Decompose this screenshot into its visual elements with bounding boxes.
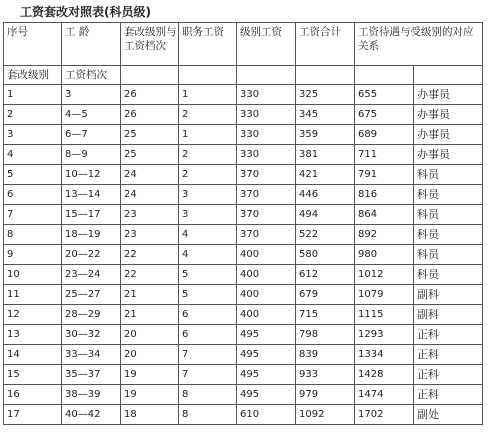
table-cell: 9 <box>4 245 62 265</box>
table-cell: 325 <box>296 85 355 105</box>
table-cell: 21 <box>121 285 179 305</box>
table-cell: 1092 <box>296 405 355 425</box>
table-cell: 2 <box>179 105 237 125</box>
table-cell: 370 <box>237 165 296 185</box>
table-cell: 办事员 <box>414 125 483 145</box>
table-cell: 副处 <box>414 405 483 425</box>
table-cell: 1 <box>179 85 237 105</box>
table-cell: 正科 <box>414 385 483 405</box>
table-cell: 13 <box>4 325 62 345</box>
table-cell: 522 <box>296 225 355 245</box>
table-cell: 12 <box>4 305 62 325</box>
table-cell: 19 <box>121 385 179 405</box>
table-cell: 1012 <box>355 265 414 285</box>
table-cell: 2 <box>179 145 237 165</box>
page-title: 工资套改对照表(科员级) <box>20 5 151 19</box>
table-cell: 1293 <box>355 325 414 345</box>
table-row <box>4 185 483 205</box>
table-cell: 23 <box>121 205 179 225</box>
table-cell: 6 <box>4 185 62 205</box>
subheader-cell: 套改级别 <box>4 66 62 85</box>
table-cell: 17 <box>4 405 62 425</box>
table-cell: 23 <box>121 225 179 245</box>
table-cell: 791 <box>355 165 414 185</box>
table-row <box>4 165 483 185</box>
table-cell: 495 <box>237 365 296 385</box>
table-cell: 675 <box>355 105 414 125</box>
table-cell: 715 <box>296 305 355 325</box>
table-cell: 科员 <box>414 245 483 265</box>
table-cell: 24 <box>121 185 179 205</box>
table-cell: 446 <box>296 185 355 205</box>
table-cell: 8 <box>179 385 237 405</box>
table-cell: 8 <box>4 225 62 245</box>
table-cell: 科员 <box>414 165 483 185</box>
table-cell: 33—34 <box>62 345 121 365</box>
header-cell: 工资待遇与受级别的对应关系 <box>355 23 483 66</box>
table-row <box>4 145 483 165</box>
table-cell: 办事员 <box>414 85 483 105</box>
table-row <box>4 105 483 125</box>
table-cell: 4 <box>4 145 62 165</box>
table-cell: 655 <box>355 85 414 105</box>
header-cell: 工资合计 <box>296 23 355 66</box>
table-cell: 6—7 <box>62 125 121 145</box>
table-row <box>4 205 483 225</box>
table-cell: 15 <box>4 365 62 385</box>
table-cell: 4 <box>179 245 237 265</box>
table-row <box>4 125 483 145</box>
table-cell: 370 <box>237 225 296 245</box>
table-cell: 10—12 <box>62 165 121 185</box>
table-row <box>4 285 483 305</box>
table-cell: 610 <box>237 405 296 425</box>
table-cell: 892 <box>355 225 414 245</box>
subheader-row <box>4 66 483 85</box>
table-cell: 19 <box>121 365 179 385</box>
table-cell: 22 <box>121 245 179 265</box>
table-cell: 办事员 <box>414 145 483 165</box>
table-cell: 科员 <box>414 225 483 245</box>
table-row <box>4 345 483 365</box>
table-cell: 4—5 <box>62 105 121 125</box>
header-row <box>4 23 483 66</box>
table-cell: 400 <box>237 245 296 265</box>
table-cell: 5 <box>179 285 237 305</box>
table-cell: 办事员 <box>414 105 483 125</box>
table-cell: 3 <box>179 205 237 225</box>
table-cell: 400 <box>237 265 296 285</box>
table-cell: 359 <box>296 125 355 145</box>
table-cell: 3 <box>4 125 62 145</box>
table-cell: 24 <box>121 165 179 185</box>
table-cell: 400 <box>237 305 296 325</box>
table-row <box>4 365 483 385</box>
table-cell: 35—37 <box>62 365 121 385</box>
table-row <box>4 85 483 105</box>
table-cell: 科员 <box>414 265 483 285</box>
table-cell: 816 <box>355 185 414 205</box>
table-cell: 14 <box>4 345 62 365</box>
table-cell: 7 <box>4 205 62 225</box>
table-cell: 330 <box>237 85 296 105</box>
table-cell: 980 <box>355 245 414 265</box>
table-cell: 26 <box>121 105 179 125</box>
table-cell: 副科 <box>414 285 483 305</box>
table-cell: 8—9 <box>62 145 121 165</box>
table-row <box>4 385 483 405</box>
header-cell: 级别工资 <box>237 23 296 66</box>
header-cell: 套改级别与工资档次 <box>121 23 179 66</box>
table-cell: 25—27 <box>62 285 121 305</box>
table-cell: 26 <box>121 85 179 105</box>
table-cell: 6 <box>179 305 237 325</box>
salary-table <box>3 22 483 425</box>
table-cell: 25 <box>121 145 179 165</box>
table-cell: 20—22 <box>62 245 121 265</box>
table-cell: 20 <box>121 345 179 365</box>
table-row <box>4 225 483 245</box>
table-cell: 345 <box>296 105 355 125</box>
table-cell: 科员 <box>414 185 483 205</box>
table-cell: 1702 <box>355 405 414 425</box>
table-cell: 8 <box>179 405 237 425</box>
table-cell: 5 <box>179 265 237 285</box>
table-cell: 711 <box>355 145 414 165</box>
table-cell: 979 <box>296 385 355 405</box>
header-cell: 工 龄 <box>62 23 121 66</box>
header-cell: 序号 <box>4 23 62 66</box>
table-cell: 1334 <box>355 345 414 365</box>
table-cell: 612 <box>296 265 355 285</box>
table-cell: 494 <box>296 205 355 225</box>
table-cell: 2 <box>4 105 62 125</box>
table-cell: 23—24 <box>62 265 121 285</box>
table-cell: 38—39 <box>62 385 121 405</box>
table-row <box>4 265 483 285</box>
table-cell: 1115 <box>355 305 414 325</box>
table-cell: 495 <box>237 345 296 365</box>
header-cell: 职务工资 <box>179 23 237 66</box>
table-cell: 330 <box>237 125 296 145</box>
table-cell: 7 <box>179 365 237 385</box>
table-cell: 839 <box>296 345 355 365</box>
subheader-cell: 工资档次 <box>62 66 121 85</box>
table-cell: 330 <box>237 105 296 125</box>
table-row <box>4 405 483 425</box>
table-cell: 864 <box>355 205 414 225</box>
table-cell: 15—17 <box>62 205 121 225</box>
table-cell: 18—19 <box>62 225 121 245</box>
table-cell: 3 <box>62 85 121 105</box>
table-row <box>4 305 483 325</box>
table-cell: 25 <box>121 125 179 145</box>
table-cell: 495 <box>237 385 296 405</box>
table-cell: 21 <box>121 305 179 325</box>
table-cell: 40—42 <box>62 405 121 425</box>
table-cell: 28—29 <box>62 305 121 325</box>
table-cell: 18 <box>121 405 179 425</box>
table-cell: 400 <box>237 285 296 305</box>
table-cell: 正科 <box>414 325 483 345</box>
table-cell: 正科 <box>414 365 483 385</box>
table-row <box>4 325 483 345</box>
table-cell: 370 <box>237 205 296 225</box>
table-cell: 2 <box>179 165 237 185</box>
table-cell: 3 <box>179 185 237 205</box>
table-cell: 330 <box>237 145 296 165</box>
table-cell: 11 <box>4 285 62 305</box>
table-cell: 798 <box>296 325 355 345</box>
table-cell: 679 <box>296 285 355 305</box>
table-cell: 1474 <box>355 385 414 405</box>
table-cell: 10 <box>4 265 62 285</box>
table-cell: 20 <box>121 325 179 345</box>
table-cell: 1079 <box>355 285 414 305</box>
table-row <box>4 245 483 265</box>
table-cell: 16 <box>4 385 62 405</box>
table-cell: 科员 <box>414 205 483 225</box>
table-cell: 正科 <box>414 345 483 365</box>
table-cell: 30—32 <box>62 325 121 345</box>
table-cell: 1 <box>4 85 62 105</box>
table-cell: 689 <box>355 125 414 145</box>
table-cell: 4 <box>179 225 237 245</box>
table-cell: 副科 <box>414 305 483 325</box>
table-cell: 370 <box>237 185 296 205</box>
table-cell: 6 <box>179 325 237 345</box>
table-cell: 580 <box>296 245 355 265</box>
table-cell: 5 <box>4 165 62 185</box>
table-cell: 1 <box>179 125 237 145</box>
table-cell: 22 <box>121 265 179 285</box>
table-cell: 1428 <box>355 365 414 385</box>
table-cell: 381 <box>296 145 355 165</box>
table-cell: 7 <box>179 345 237 365</box>
table-cell: 495 <box>237 325 296 345</box>
table-cell: 933 <box>296 365 355 385</box>
table-cell: 421 <box>296 165 355 185</box>
table-cell: 13—14 <box>62 185 121 205</box>
